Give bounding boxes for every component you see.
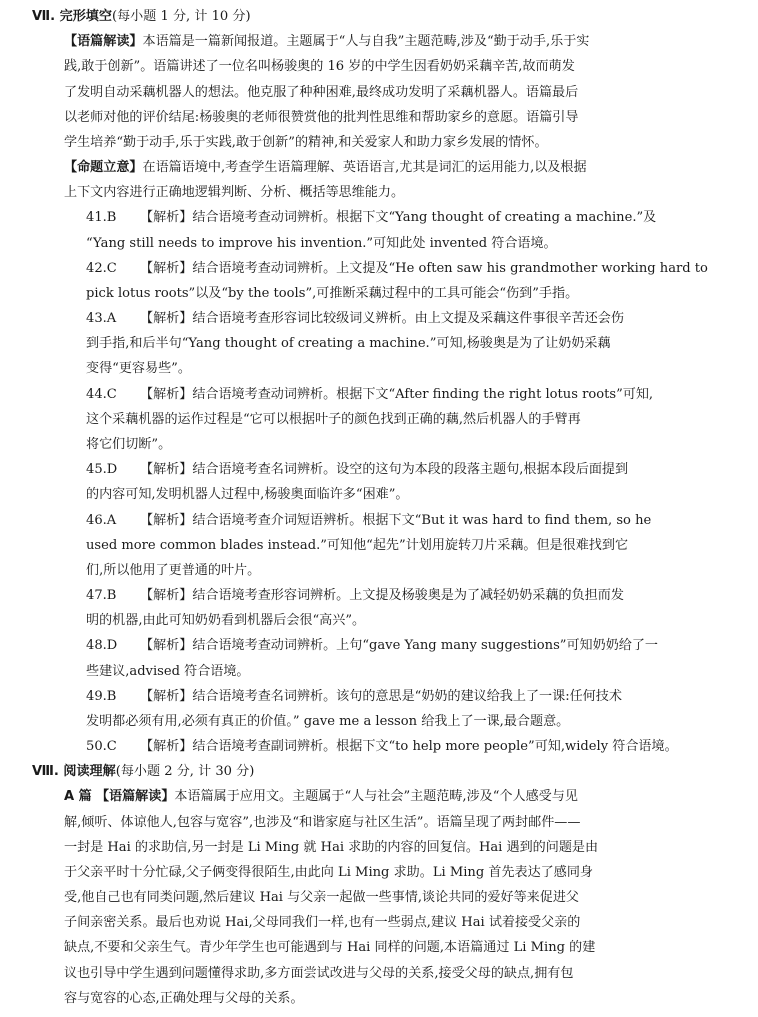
answer-46-line-3: 们,所以他用了更普通的叶片。 bbox=[86, 562, 261, 578]
answer-41-line-1: 41.B 【解析】结合语境考查动词辨析。根据下文“Yang thought of creating a machine.”及 bbox=[86, 205, 656, 230]
answer-number: 46.A bbox=[86, 512, 117, 528]
section-8-intro-line-9: 容与宽容的心态,正确处理与父母的关系。 bbox=[64, 990, 304, 1006]
section-7-intro-line-1: 【语篇解读】本语篇是一篇新闻报道。主题属于“人与自我”主题范畴,涉及“勤于动手,乐于实 bbox=[64, 34, 590, 50]
answer-number: 48.D bbox=[86, 638, 118, 654]
answer-46-line-1: 46.A 【解析】结合语境考查介词短语辨析。根据下文“But it was hard to find them, so he bbox=[86, 508, 651, 533]
answer-42-line-2: pick lotus roots”以及“by the tools”,可推断采藕过程中的工具可能会“伤到”手指。 bbox=[86, 285, 579, 301]
section-8-intro-line-2: 解,倾听、体谅他人,包容与宽容”,也涉及“和谐家庭与社区生活”。语篇呈现了两封邮件—— bbox=[64, 814, 581, 830]
answer-50-line-1: 50.C 【解析】结合语境考查副词辨析。根据下文“to help more people”可知,widely 符合语境。 bbox=[86, 734, 678, 759]
answer-44-line-3: 将它们切断”。 bbox=[86, 436, 172, 452]
answer-43-line-3: 变得“更容易些”。 bbox=[86, 361, 191, 377]
answer-46-line-2: used more common blades instead.”可知他“起先”计划用旋转刀片采藕。但是很难找到它 bbox=[86, 537, 629, 553]
section-7-score: (每小题 1 分, 计 10 分) bbox=[111, 9, 251, 24]
section-7-aim-line-2: 上下文内容进行正确地逻辑判断、分析、概括等思维能力。 bbox=[64, 185, 405, 201]
answer-44-line-2: 这个采藕机器的运作过程是“它可以根据叶子的颜色找到正确的藕,然后机器人的手臂再 bbox=[86, 411, 581, 427]
section-7-intro-line-4: 以老师对他的评价结尾:杨骏奥的老师很赞赏他的批判性思维和帮助家乡的意愿。语篇引导 bbox=[64, 109, 579, 125]
section-8-intro-line-8: 议也引导中学生遇到问题懂得求助,多方面尝试改进与父母的关系,接受父母的缺点,拥有包 bbox=[64, 965, 574, 981]
answer-41-line-2: “Yang still needs to improve his invention.”可知此处 invented 符合语境。 bbox=[86, 235, 557, 251]
answer-43-line-2: 到手指,和后半句“Yang thought of creating a machine.”可知,杨骏奥是为了让奶奶采藕 bbox=[86, 336, 611, 352]
part-label: A 篇 bbox=[64, 789, 92, 805]
section-7-intro-line-3: 了发明自动采藕机器人的想法。他克服了种种困难,最终成功发明了采藕机器人。语篇最后 bbox=[64, 84, 579, 100]
answer-47-line-2: 明的机器,由此可知奶奶看到机器后会很“高兴”。 bbox=[86, 613, 366, 629]
answer-47-line-1: 47.B 【解析】结合语境考查形容词辨析。上文提及杨骏奥是为了减轻奶奶采藕的负担而发 bbox=[86, 583, 624, 608]
answer-number: 50.C bbox=[86, 739, 117, 755]
section-7-intro-line-2: 践,敢于创新”。语篇讲述了一位名叫杨骏奥的 16 岁的中学生因看奶奶采藕辛苦,故而萌发 bbox=[64, 59, 575, 75]
answer-43-line-1: 43.A 【解析】结合语境考查形容词比较级词义辨析。由上文提及采藕这件事很辛苦还会伤 bbox=[86, 306, 624, 331]
answer-number: 49.B bbox=[86, 688, 117, 704]
section-8-heading bbox=[32, 759, 254, 784]
section-7-intro-line-5: 学生培养“勤于动手,乐于实践,敢于创新”的精神,和关爱家人和助力家乡发展的情怀。 bbox=[64, 134, 548, 150]
section-8-title: Ⅷ. 阅读理解 bbox=[32, 764, 116, 780]
section-8-intro-line-7: 缺点,不要和父亲生气。青少年学生也可能遇到与 Hai 同样的问题,本语篇通过 Li Ming 的建 bbox=[64, 940, 596, 956]
answer-number: 41.B bbox=[86, 210, 117, 226]
section-8-intro-line-6: 子间亲密关系。最后也劝说 Hai,父母同我们一样,也有一些弱点,建议 Hai 试着接受父亲的 bbox=[64, 915, 581, 931]
answer-48-line-1: 48.D 【解析】结合语境考查动词辨析。上句“gave Yang many suggestions”可知奶奶给了一 bbox=[86, 633, 658, 658]
section-8-intro-line-5: 受,他自己也有同类问题,然后建议 Hai 与父亲一起做一些事情,谈论共同的爱好等来促进父 bbox=[64, 890, 579, 906]
section-8-intro-line-1: A 篇 【语篇解读】本语篇属于应用文。主题属于“人与社会”主题范畴,涉及“个人感受与见 bbox=[64, 789, 578, 805]
answer-number: 44.C bbox=[86, 386, 117, 402]
answer-45-line-2: 的内容可知,发明机器人过程中,杨骏奥面临许多“困难”。 bbox=[86, 487, 409, 503]
answer-44-line-1: 44.C 【解析】结合语境考查动词辨析。根据下文“After finding the right lotus roots”可知, bbox=[86, 382, 653, 407]
answer-48-line-2: 些建议,advised 符合语境。 bbox=[86, 663, 250, 679]
section-8-intro-line-4: 于父亲平时十分忙碌,父子俩变得很陌生,由此向 Li Ming 求助。Li Ming 首先表达了感同身 bbox=[64, 864, 593, 880]
intro-label: 【语篇解读】 bbox=[95, 789, 175, 805]
aim-label: 【命题立意】 bbox=[64, 160, 143, 176]
answer-number: 45.D bbox=[86, 462, 118, 478]
answer-number: 42.C bbox=[86, 260, 117, 276]
answer-49-line-2: 发明都必须有用,必须有真正的价值。” gave me a lesson 给我上了一课,最合题意。 bbox=[86, 713, 570, 729]
section-8-score: (每小题 2 分, 计 30 分) bbox=[115, 764, 255, 780]
answer-45-line-1: 45.D 【解析】结合语境考查名词辨析。设空的这句为本段的段落主题句,根据本段后面提到 bbox=[86, 457, 628, 482]
answer-number: 43.A bbox=[86, 311, 117, 327]
section-7-title: Ⅶ. 完形填空 bbox=[32, 9, 112, 24]
section-8-intro-line-3: 一封是 Hai 的求助信,另一封是 Li Ming 就 Hai 求助的内容的回复信。Hai 遇到的问题是由 bbox=[64, 839, 599, 855]
section-7-heading bbox=[32, 4, 251, 29]
answer-number: 47.B bbox=[86, 588, 117, 604]
answer-49-line-1: 49.B 【解析】结合语境考查名词辨析。该句的意思是“奶奶的建议给我上了一课:任何技术 bbox=[86, 684, 622, 709]
section-7-aim-line-1: 【命题立意】在语篇语境中,考查学生语篇理解、英语语言,尤其是词汇的运用能力,以及根据 bbox=[64, 160, 587, 176]
answer-42-line-1: 42.C 【解析】结合语境考查动词辨析。上文提及“He often saw his grandmother working hard to bbox=[86, 256, 708, 281]
intro-label: 【语篇解读】 bbox=[64, 34, 143, 50]
